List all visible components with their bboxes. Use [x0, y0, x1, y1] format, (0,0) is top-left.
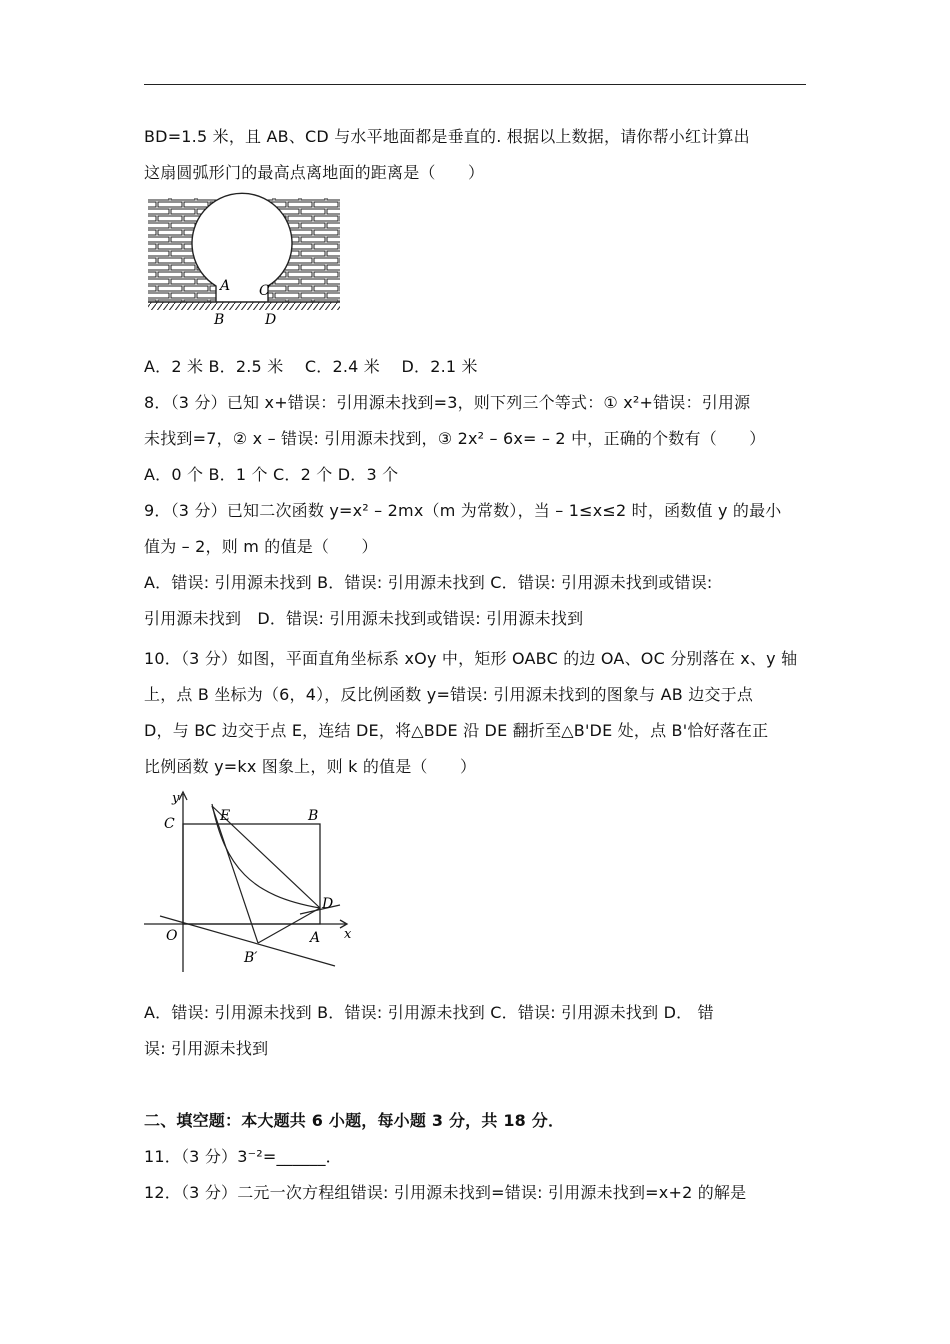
point-c-label: C	[164, 816, 175, 832]
text-line: 未找到=7，② x – 错误: 引用源未找到，③ 2x² – 6x= – 2 中，正确的个数有（ ）	[144, 429, 766, 448]
text-line: D，与 BC 边交于点 E，连结 DE，将△BDE 沿 DE 翻折至△B'DE 处，点 B'恰好落在正	[144, 721, 769, 740]
text-line: 上，点 B 坐标为（6，4），反比例函数 y=错误: 引用源未找到的图象与 AB 边交于点	[144, 685, 754, 704]
text-line: A．0 个 B．1 个 C．2 个 D．3 个	[144, 465, 399, 484]
text-line: 8．（3 分）已知 x+错误：引用源未找到=3，则下列三个等式：① x²+错误：引用源	[144, 393, 751, 412]
section-heading: 二、填空题：本大题共 6 小题，每小题 3 分，共 18 分．	[144, 1111, 565, 1130]
text-line: A．错误: 引用源未找到 B．错误: 引用源未找到 C．错误: 引用源未找到 D． 错	[144, 1003, 714, 1022]
arched-door-figure	[144, 192, 344, 327]
coordinate-figure	[140, 786, 365, 976]
text-line: BD=1.5 米，且 AB、CD 与水平地面都是垂直的. 根据以上数据，请你帮小红计算出	[144, 127, 750, 146]
header-rule	[144, 84, 806, 85]
text-line: 比例函数 y=kx 图象上，则 k 的值是（ ）	[144, 757, 477, 776]
point-b-label: B	[308, 808, 319, 824]
axis-y-label: y	[172, 791, 180, 806]
label-d: D	[265, 312, 277, 327]
text-line: 10．（3 分）如图，平面直角坐标系 xOy 中，矩形 OABC 的边 OA、OC 分别落在 x、y 轴	[144, 649, 798, 668]
text-line: 11．（3 分）3⁻²=______．	[144, 1147, 342, 1166]
text-line: 12．（3 分）二元一次方程组错误: 引用源未找到=错误: 引用源未找到=x+2 的解是	[144, 1183, 747, 1202]
label-a: A	[220, 278, 231, 294]
text-line: 这扇圆弧形门的最高点离地面的距离是（ ）	[144, 163, 485, 182]
text-line: 9．（3 分）已知二次函数 y=x² – 2mx（m 为常数），当 – 1≤x≤2 时，函数值 y 的最小	[144, 501, 782, 520]
text-line: A．2 米 B．2.5 米 C．2.4 米 D．2.1 米	[144, 357, 478, 376]
text-line: A．错误: 引用源未找到 B．错误: 引用源未找到 C．错误: 引用源未找到或错误:	[144, 573, 713, 592]
text-line: 引用源未找到 D．错误: 引用源未找到或错误: 引用源未找到	[144, 609, 584, 628]
text-line: 值为 – 2，则 m 的值是（ ）	[144, 537, 378, 556]
text-line: 误: 引用源未找到	[144, 1039, 269, 1058]
point-b-prime-label: B′	[244, 950, 258, 966]
label-b: B	[214, 312, 225, 327]
axis-x-label: x	[344, 927, 352, 942]
point-a-label: A	[310, 930, 321, 946]
point-o-label: O	[166, 928, 178, 944]
point-e-label: E	[220, 808, 231, 824]
point-d-label: D	[322, 896, 334, 912]
label-c: C	[259, 283, 270, 299]
